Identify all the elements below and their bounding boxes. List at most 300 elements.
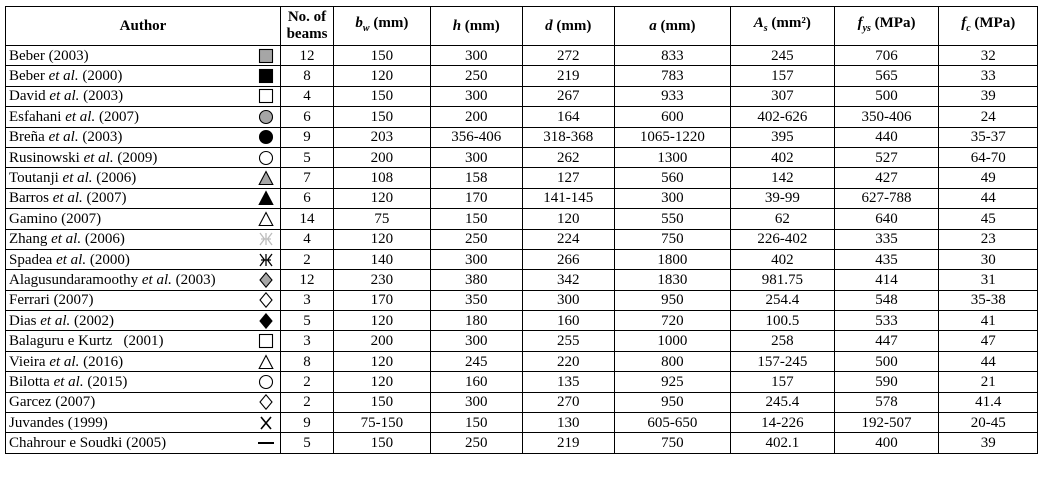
a-cell: 1000 — [614, 331, 730, 351]
author-name: Gamino — [9, 210, 58, 227]
author-cell — [6, 249, 281, 269]
bw-cell: 150 — [334, 46, 431, 66]
author-name: Rusinowski — [9, 149, 80, 166]
h-cell: 250 — [430, 66, 522, 86]
author-cell — [6, 209, 281, 229]
fys-cell: 350-406 — [834, 107, 939, 127]
table-row — [6, 66, 1038, 86]
bw-cell: 75-150 — [334, 413, 431, 433]
author-etal: et al. — [51, 231, 82, 248]
author-etal: et al. — [52, 190, 83, 207]
d-cell: 164 — [522, 107, 614, 127]
num-beams-cell: 12 — [281, 46, 334, 66]
bw-cell: 203 — [334, 127, 431, 147]
h-cell: 160 — [430, 372, 522, 392]
fc-cell: 35-38 — [939, 290, 1038, 310]
header-as-subscript: s — [763, 23, 768, 34]
num-beams-cell: 2 — [281, 372, 334, 392]
table-row — [6, 188, 1038, 208]
num-beams-cell: 3 — [281, 290, 334, 310]
as-cell: 245.4 — [731, 392, 835, 412]
bw-cell: 200 — [334, 331, 431, 351]
a-cell: 1300 — [614, 147, 730, 167]
h-cell: 158 — [430, 168, 522, 188]
header-fc-symbol: f — [961, 15, 967, 31]
author-year: (2015) — [83, 373, 128, 390]
fc-cell: 41 — [939, 311, 1038, 331]
bw-cell: 75 — [334, 209, 431, 229]
author-etal: et al. — [56, 251, 87, 268]
author-name: Beber — [9, 47, 45, 64]
table-row — [6, 351, 1038, 371]
table-row — [6, 147, 1038, 167]
author-cell — [6, 372, 281, 392]
beam-data-table — [5, 6, 1038, 454]
diamond-open-marker-icon — [256, 394, 276, 410]
author-year: (2005) — [122, 435, 167, 452]
bw-cell: 120 — [334, 311, 431, 331]
num-beams-cell: 2 — [281, 249, 334, 269]
header-fys-symbol: f — [857, 15, 863, 31]
h-cell: 300 — [430, 331, 522, 351]
h-cell: 356-406 — [430, 127, 522, 147]
d-cell: 262 — [522, 147, 614, 167]
triangle-black-marker-icon — [256, 190, 276, 206]
fys-cell: 427 — [834, 168, 939, 188]
table-body — [6, 46, 1038, 454]
header-author-label: Author — [119, 17, 167, 34]
author-cell — [6, 229, 281, 249]
table-row — [6, 372, 1038, 392]
fc-cell: 39 — [939, 86, 1038, 106]
table-row — [6, 311, 1038, 331]
fys-cell: 414 — [834, 270, 939, 290]
fc-cell: 30 — [939, 249, 1038, 269]
bw-cell: 150 — [334, 433, 431, 453]
author-year: (2002) — [70, 312, 114, 329]
header-num-beams-line1: No. of — [287, 9, 327, 25]
author-cell — [6, 147, 281, 167]
bw-cell: 120 — [334, 372, 431, 392]
h-cell: 200 — [430, 107, 522, 127]
author-year: (2007) — [51, 394, 96, 411]
fc-cell: 47 — [939, 331, 1038, 351]
bw-cell: 120 — [334, 351, 431, 371]
d-cell: 266 — [522, 249, 614, 269]
author-cell — [6, 433, 281, 453]
a-cell: 300 — [614, 188, 730, 208]
num-beams-cell: 3 — [281, 331, 334, 351]
d-cell: 300 — [522, 290, 614, 310]
as-cell: 402 — [731, 249, 835, 269]
d-cell: 219 — [522, 433, 614, 453]
author-etal: et al. — [48, 68, 79, 85]
as-cell: 226-402 — [731, 229, 835, 249]
header-d — [522, 7, 614, 46]
as-cell: 157 — [731, 66, 835, 86]
diamond-open-marker-icon — [256, 292, 276, 308]
header-bw-subscript: w — [362, 23, 370, 34]
a-cell: 750 — [614, 229, 730, 249]
h-cell: 170 — [430, 188, 522, 208]
as-cell: 39-99 — [731, 188, 835, 208]
author-etal: et al. — [49, 88, 80, 105]
header-as-unit: (mm²) — [767, 15, 811, 31]
fys-cell: 706 — [834, 46, 939, 66]
header-num-beams-line2: beams — [286, 26, 328, 42]
as-cell: 100.5 — [731, 311, 835, 331]
table-row — [6, 168, 1038, 188]
fc-cell: 49 — [939, 168, 1038, 188]
fc-cell: 31 — [939, 270, 1038, 290]
author-name: Chahrour e Soudki — [9, 435, 123, 452]
a-cell: 1065-1220 — [614, 127, 730, 147]
header-bw-unit: (mm) — [369, 15, 409, 31]
fys-cell: 500 — [834, 86, 939, 106]
header-h — [430, 7, 522, 46]
header-d-symbol: d — [545, 17, 553, 34]
author-name: Vieira — [9, 353, 46, 370]
as-cell: 14-226 — [731, 413, 835, 433]
table-row — [6, 270, 1038, 290]
author-cell — [6, 351, 281, 371]
fys-cell: 440 — [834, 127, 939, 147]
h-cell: 300 — [430, 392, 522, 412]
author-year: (2003) — [44, 47, 89, 64]
header-fc — [939, 7, 1038, 46]
a-cell: 1830 — [614, 270, 730, 290]
author-name: Breña — [9, 129, 45, 146]
d-cell: 342 — [522, 270, 614, 290]
as-cell: 307 — [731, 86, 835, 106]
fc-cell: 23 — [939, 229, 1038, 249]
author-cell — [6, 188, 281, 208]
as-cell: 981.75 — [731, 270, 835, 290]
triangle-gray-marker-icon — [256, 170, 276, 186]
bw-cell: 120 — [334, 66, 431, 86]
author-etal: et al. — [48, 129, 79, 146]
fys-cell: 533 — [834, 311, 939, 331]
header-as — [731, 7, 835, 46]
author-etal: et al. — [53, 373, 84, 390]
as-cell: 402-626 — [731, 107, 835, 127]
circle-black-marker-icon — [256, 129, 276, 145]
bw-cell: 140 — [334, 249, 431, 269]
fc-cell: 35-37 — [939, 127, 1038, 147]
author-year: (2000) — [78, 68, 123, 85]
a-cell: 600 — [614, 107, 730, 127]
author-year: (2009) — [113, 149, 158, 166]
d-cell: 219 — [522, 66, 614, 86]
author-year: (2016) — [79, 353, 124, 370]
fys-cell: 500 — [834, 351, 939, 371]
as-cell: 157-245 — [731, 351, 835, 371]
num-beams-cell: 9 — [281, 413, 334, 433]
num-beams-cell: 4 — [281, 229, 334, 249]
bw-cell: 120 — [334, 229, 431, 249]
square-open-marker-icon — [256, 333, 276, 349]
fys-cell: 548 — [834, 290, 939, 310]
header-fc-subscript: c — [966, 23, 971, 34]
fc-cell: 45 — [939, 209, 1038, 229]
author-name: Esfahani — [9, 108, 62, 125]
fys-cell: 192-507 — [834, 413, 939, 433]
header-fc-unit: (MPa) — [970, 15, 1016, 31]
square-open-marker-icon — [256, 88, 276, 104]
num-beams-cell: 8 — [281, 351, 334, 371]
fys-cell: 400 — [834, 433, 939, 453]
author-etal: et al. — [49, 353, 80, 370]
author-year: (2000) — [86, 251, 130, 268]
table-row — [6, 229, 1038, 249]
table-row — [6, 46, 1038, 66]
header-bw — [334, 7, 431, 46]
as-cell: 254.4 — [731, 290, 835, 310]
circle-open-marker-icon — [256, 374, 276, 390]
header-h-unit: (mm) — [461, 17, 500, 34]
header-fys-subscript: ys — [862, 23, 871, 34]
author-year: (2007) — [49, 292, 94, 309]
x-black-marker-icon — [256, 415, 276, 431]
h-cell: 250 — [430, 229, 522, 249]
fc-cell: 20-45 — [939, 413, 1038, 433]
num-beams-cell: 5 — [281, 147, 334, 167]
author-cell — [6, 311, 281, 331]
d-cell: 255 — [522, 331, 614, 351]
h-cell: 245 — [430, 351, 522, 371]
fc-cell: 41.4 — [939, 392, 1038, 412]
header-bw-symbol: b — [355, 15, 363, 31]
author-cell — [6, 168, 281, 188]
d-cell: 135 — [522, 372, 614, 392]
triangle-open-marker-icon — [256, 211, 276, 227]
author-cell — [6, 46, 281, 66]
header-a-unit: (mm) — [656, 17, 696, 34]
zhe-black-marker-icon — [256, 252, 276, 268]
diamond-black-marker-icon — [256, 313, 276, 329]
as-cell: 402.1 — [731, 433, 835, 453]
fys-cell: 578 — [834, 392, 939, 412]
d-cell: 270 — [522, 392, 614, 412]
bw-cell: 200 — [334, 147, 431, 167]
author-year: (2007) — [57, 210, 102, 227]
square-black-marker-icon — [256, 68, 276, 84]
header-num-beams — [281, 7, 334, 46]
square-gray-marker-icon — [256, 48, 276, 64]
a-cell: 933 — [614, 86, 730, 106]
fc-cell: 32 — [939, 46, 1038, 66]
a-cell: 800 — [614, 351, 730, 371]
author-name: Beber — [9, 68, 45, 85]
h-cell: 300 — [430, 46, 522, 66]
header-d-unit: (mm) — [552, 17, 592, 34]
author-year: (1999) — [64, 414, 108, 431]
bw-cell: 120 — [334, 188, 431, 208]
author-name: Barros — [9, 190, 49, 207]
table-row — [6, 392, 1038, 412]
num-beams-cell: 4 — [281, 86, 334, 106]
a-cell: 750 — [614, 433, 730, 453]
a-cell: 950 — [614, 290, 730, 310]
bw-cell: 150 — [334, 107, 431, 127]
fc-cell: 24 — [939, 107, 1038, 127]
bw-cell: 150 — [334, 86, 431, 106]
h-cell: 300 — [430, 86, 522, 106]
h-cell: 350 — [430, 290, 522, 310]
table-row — [6, 209, 1038, 229]
fys-cell: 590 — [834, 372, 939, 392]
num-beams-cell: 7 — [281, 168, 334, 188]
table-row — [6, 433, 1038, 453]
bw-cell: 170 — [334, 290, 431, 310]
header-a-symbol: a — [649, 17, 657, 34]
a-cell: 560 — [614, 168, 730, 188]
bw-cell: 108 — [334, 168, 431, 188]
a-cell: 925 — [614, 372, 730, 392]
h-cell: 250 — [430, 433, 522, 453]
header-a — [614, 7, 730, 46]
d-cell: 224 — [522, 229, 614, 249]
author-year: (2007) — [95, 108, 139, 125]
circle-gray-marker-icon — [256, 109, 276, 125]
a-cell: 720 — [614, 311, 730, 331]
as-cell: 245 — [731, 46, 835, 66]
d-cell: 220 — [522, 351, 614, 371]
fc-cell: 44 — [939, 351, 1038, 371]
fys-cell: 627-788 — [834, 188, 939, 208]
author-name: Alagusundaramoothy — [9, 271, 139, 288]
h-cell: 300 — [430, 249, 522, 269]
table-row — [6, 331, 1038, 351]
author-year: (2003) — [171, 271, 216, 288]
header-h-symbol: h — [452, 17, 462, 34]
header-author — [6, 7, 281, 46]
table-row — [6, 86, 1038, 106]
as-cell: 62 — [731, 209, 835, 229]
author-name: David — [9, 88, 46, 105]
a-cell: 550 — [614, 209, 730, 229]
author-cell — [6, 392, 281, 412]
h-cell: 380 — [430, 270, 522, 290]
author-etal: et al. — [83, 149, 114, 166]
author-year: (2003) — [78, 129, 123, 146]
a-cell: 783 — [614, 66, 730, 86]
num-beams-cell: 2 — [281, 392, 334, 412]
author-year: (2006) — [81, 231, 125, 248]
author-name: Toutanji — [9, 170, 59, 187]
table-row — [6, 107, 1038, 127]
table-row — [6, 290, 1038, 310]
fc-cell: 44 — [939, 188, 1038, 208]
a-cell: 1800 — [614, 249, 730, 269]
num-beams-cell: 8 — [281, 66, 334, 86]
num-beams-cell: 5 — [281, 433, 334, 453]
fys-cell: 335 — [834, 229, 939, 249]
author-name: Balaguru e Kurtz — [9, 333, 113, 350]
zhe-gray-marker-icon — [256, 231, 276, 247]
fys-cell: 640 — [834, 209, 939, 229]
header-as-symbol: A — [753, 15, 764, 31]
author-etal: et al. — [62, 170, 93, 187]
d-cell: 127 — [522, 168, 614, 188]
as-cell: 157 — [731, 372, 835, 392]
author-cell — [6, 66, 281, 86]
num-beams-cell: 6 — [281, 107, 334, 127]
d-cell: 318-368 — [522, 127, 614, 147]
header-row — [6, 7, 1038, 46]
author-name: Ferrari — [9, 292, 50, 309]
h-cell: 180 — [430, 311, 522, 331]
author-cell — [6, 331, 281, 351]
num-beams-cell: 5 — [281, 311, 334, 331]
author-cell — [6, 290, 281, 310]
d-cell: 160 — [522, 311, 614, 331]
author-etal: et al. — [141, 271, 172, 288]
author-name: Garcez — [9, 394, 52, 411]
fys-cell: 447 — [834, 331, 939, 351]
author-year: (2006) — [92, 170, 137, 187]
circle-open-marker-icon — [256, 150, 276, 166]
fc-cell: 39 — [939, 433, 1038, 453]
author-name: Zhang — [9, 231, 48, 248]
author-year: (2001) — [112, 333, 164, 350]
as-cell: 402 — [731, 147, 835, 167]
author-name: Bilotta — [9, 373, 50, 390]
as-cell: 395 — [731, 127, 835, 147]
d-cell: 141-145 — [522, 188, 614, 208]
num-beams-cell: 9 — [281, 127, 334, 147]
fc-cell: 21 — [939, 372, 1038, 392]
diamond-gray-marker-icon — [256, 272, 276, 288]
table-row — [6, 249, 1038, 269]
table-row — [6, 413, 1038, 433]
author-name: Juvandes — [9, 414, 64, 431]
author-cell — [6, 127, 281, 147]
author-name: Dias — [9, 312, 37, 329]
header-fys — [834, 7, 939, 46]
bw-cell: 230 — [334, 270, 431, 290]
fc-cell: 64-70 — [939, 147, 1038, 167]
author-etal: et al. — [40, 312, 71, 329]
bw-cell: 150 — [334, 392, 431, 412]
triangle-open-marker-icon — [256, 354, 276, 370]
fc-cell: 33 — [939, 66, 1038, 86]
as-cell: 142 — [731, 168, 835, 188]
num-beams-cell: 14 — [281, 209, 334, 229]
author-cell — [6, 413, 281, 433]
num-beams-cell: 6 — [281, 188, 334, 208]
dash-black-marker-icon — [256, 435, 276, 451]
d-cell: 272 — [522, 46, 614, 66]
author-year: (2007) — [82, 190, 127, 207]
fys-cell: 527 — [834, 147, 939, 167]
fys-cell: 435 — [834, 249, 939, 269]
table-row — [6, 127, 1038, 147]
author-name: Spadea — [9, 251, 53, 268]
a-cell: 950 — [614, 392, 730, 412]
author-cell — [6, 107, 281, 127]
fys-cell: 565 — [834, 66, 939, 86]
d-cell: 267 — [522, 86, 614, 106]
author-etal: et al. — [65, 108, 96, 125]
h-cell: 300 — [430, 147, 522, 167]
num-beams-cell: 12 — [281, 270, 334, 290]
author-cell — [6, 86, 281, 106]
author-year: (2003) — [79, 88, 124, 105]
d-cell: 130 — [522, 413, 614, 433]
header-fys-unit: (MPa) — [870, 15, 916, 31]
d-cell: 120 — [522, 209, 614, 229]
